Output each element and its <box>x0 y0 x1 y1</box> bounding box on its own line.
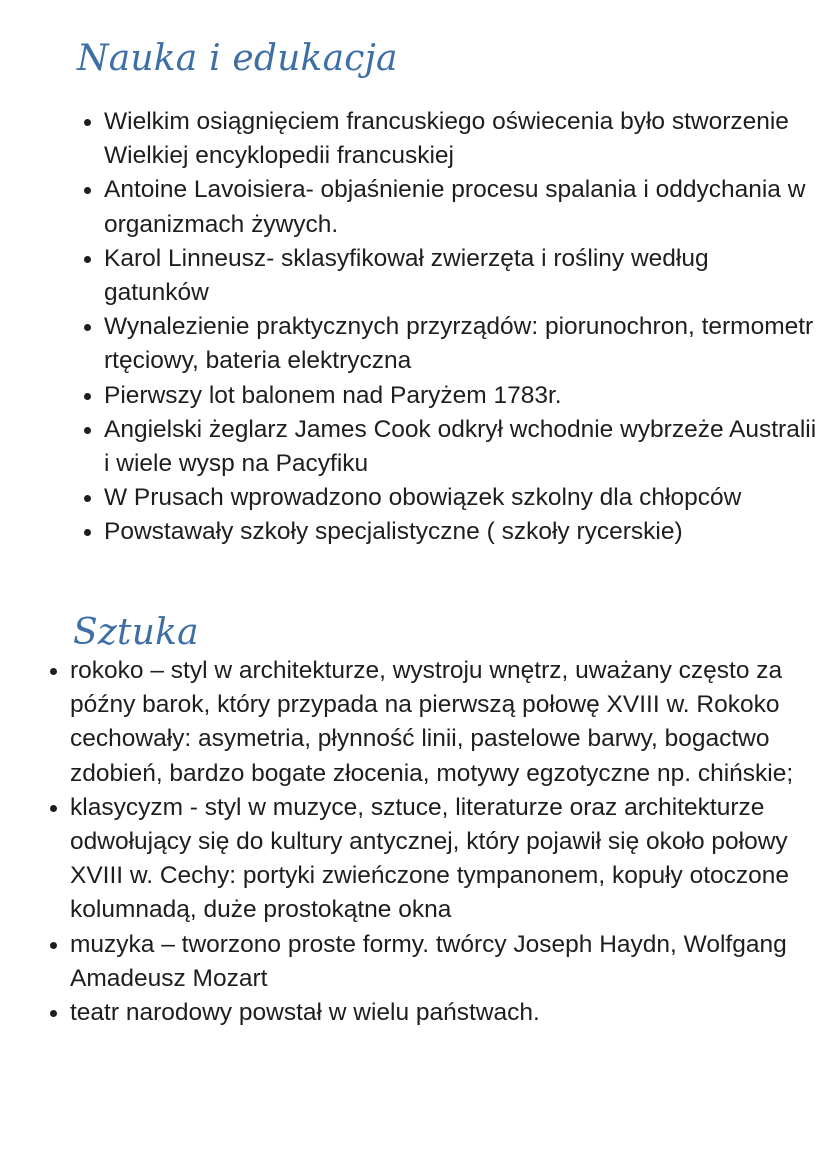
bullet-icon <box>84 427 91 434</box>
list-nauka <box>104 105 820 550</box>
bullet-icon <box>84 256 91 263</box>
list-item <box>70 996 820 1030</box>
section-title-nauka: Nauka i edukacja <box>77 38 398 79</box>
list-item <box>104 310 820 378</box>
list-item-text: rokoko – styl w architekturze, wystroju wnętrz, uważany często za późny barok, który przypada na pierwszą połowę XVIII w. Rokoko cechowały: asymetria, płynność linii, pastelowe barwy, bogactwo zdobień, bardzo bogate złocenia, motywy egzotyczne np. chińskie; <box>70 657 794 787</box>
bullet-icon <box>84 324 91 331</box>
list-item-text: W Prusach wprowadzono obowiązek szkolny dla chłopców <box>104 484 742 512</box>
bullet-icon <box>50 1010 57 1017</box>
list-item <box>104 242 820 310</box>
list-item <box>70 654 820 791</box>
list-sztuka <box>70 654 820 1030</box>
list-item <box>104 481 820 515</box>
list-item <box>104 105 820 173</box>
list-item <box>104 515 820 549</box>
bullet-icon <box>84 187 91 194</box>
bullet-icon <box>84 529 91 536</box>
list-item <box>104 379 820 413</box>
list-item-text: Pierwszy lot balonem nad Paryżem 1783r. <box>104 381 562 409</box>
bullet-icon <box>50 805 57 812</box>
bullet-icon <box>84 119 91 126</box>
list-item-text: Powstawały szkoły specjalistyczne ( szkoły rycerskie) <box>104 518 683 546</box>
list-item-text: muzyka – tworzono proste formy. twórcy Joseph Haydn, Wolfgang Amadeusz Mozart <box>70 930 787 992</box>
list-item-text: Antoine Lavoisiera- objaśnienie procesu spalania i oddychania w organizmach żywych. <box>104 176 806 238</box>
list-item-text: Karol Linneusz- sklasyfikował zwierzęta i rośliny według gatunków <box>104 244 709 307</box>
list-item <box>104 413 820 481</box>
section-title-sztuka: Sztuka <box>73 612 199 653</box>
list-item <box>104 173 820 241</box>
list-item-text: Wynalezienie praktycznych przyrządów: piorunochron, termometr rtęciowy, bateria elektryczna <box>104 313 814 375</box>
list-item-text: Wielkim osiągnięciem francuskiego oświecenia było stworzenie Wielkiej encyklopedii francuskiej <box>104 108 789 170</box>
list-item-text: Angielski żeglarz James Cook odkrył wchodnie wybrzeże Australii i wiele wysp na Pacyfiku <box>104 415 817 478</box>
bullet-icon <box>84 495 91 502</box>
list-item-text: teatr narodowy powstał w wielu państwach. <box>70 999 540 1027</box>
list-item <box>70 791 820 928</box>
list-item <box>70 928 820 996</box>
bullet-icon <box>84 393 91 400</box>
list-item-text: klasycyzm - styl w muzyce, sztuce, literaturze oraz architekturze odwołujący się do kultury antycznej, który pojawił się około połowy XVIII w. Cechy: portyki zwieńczone tympanonem, kopuły otoczone kolumnadą, duże prostokątne okna <box>70 793 790 924</box>
bullet-icon <box>50 668 57 675</box>
bullet-icon <box>50 942 57 949</box>
